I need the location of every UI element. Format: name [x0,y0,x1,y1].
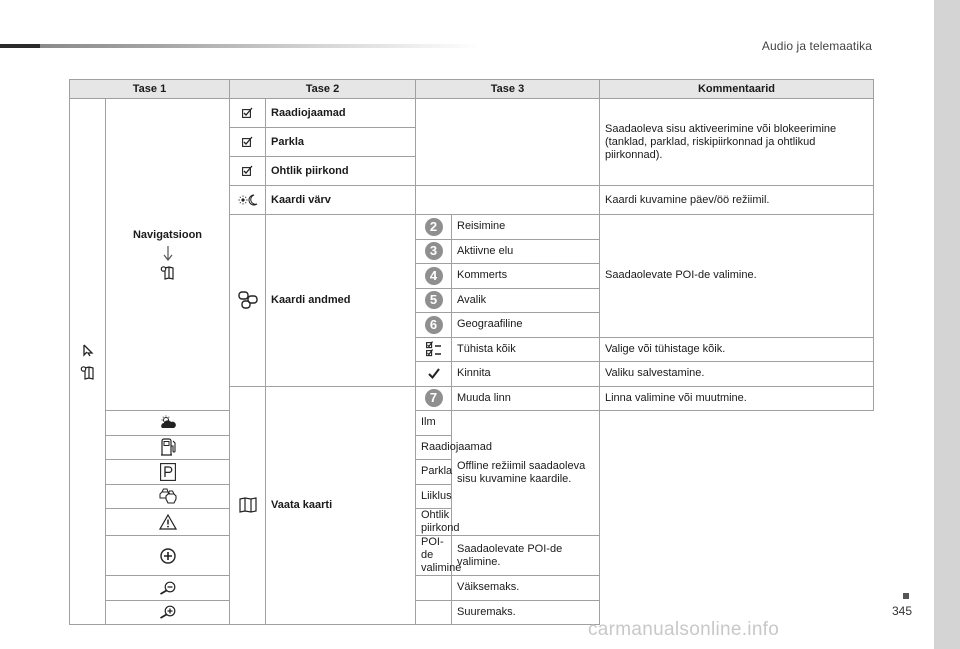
day-night-icon-cell [230,186,266,215]
level3-confirm: Kinnita [452,362,600,387]
level3-public: Avalik [452,288,600,313]
level3-empty-cell [416,576,452,601]
level2-navigation-cell [106,99,230,411]
weather-icon-cell [106,411,230,436]
map-settings-icon [160,265,176,281]
number-badge: 6 [425,316,443,334]
confirm-comment: Valiku salvestamine. [600,362,874,387]
traffic-car-icon [159,488,177,504]
level3-change-city: Muuda linn [452,386,600,411]
map-settings-icon [80,365,96,381]
parking-icon [160,463,176,481]
map-data-icon-cell [230,215,266,387]
level2-map-data: Kaardi andmed [266,215,416,387]
level3-empty-cell [416,186,600,215]
level3-commerce: Kommerts [452,264,600,289]
level3-radio-stations: Raadiojaamad [416,435,452,460]
table-row [70,576,874,601]
number-badge-cell [416,264,452,289]
checkbox-icon-cell [230,128,266,157]
number-badge: 4 [425,267,443,285]
level2-map-color: Kaardi värv [266,186,416,215]
level3-poi-select: POI-de valimine [416,536,452,576]
table-row [70,536,874,576]
number-badge: 7 [425,389,443,407]
poi-comment: Saadaolevate POI-de valimine. [600,215,874,338]
checkbox-icon [242,107,253,118]
level2-parking: Parkla [266,128,416,157]
level3-empty-cell [416,99,600,186]
warning-triangle-icon [159,514,177,530]
level3-weather: Ilm [416,411,452,436]
col-header-comments: Kommentaarid [600,80,874,99]
level2-radio-stations: Raadiojaamad [266,99,416,128]
col-header-level3: Tase 3 [416,80,600,99]
number-badge: 3 [425,242,443,260]
warning-icon-cell [106,509,230,536]
map-icon [239,497,257,513]
side-rail [934,0,960,649]
clear-all-icon [426,341,442,357]
level2-view-map: Vaata kaarti [266,386,416,625]
checkbox-icon [242,165,253,176]
traffic-car-icon-cell [106,484,230,509]
number-badge: 5 [425,291,443,309]
plus-circle-icon [160,548,176,564]
view-map-icon-cell [230,386,266,625]
checkmark-icon [428,368,440,379]
number-badge-cell [416,288,452,313]
level3-empty-cell [416,600,452,625]
weather-icon [158,415,178,431]
clear-all-comment: Valige või tühistage kõik. [600,337,874,362]
navigation-label: Navigatsioon [132,228,203,241]
chapter-title: Audio ja telemaatika [761,39,872,53]
level3-clear-all: Tühista kõik [452,337,600,362]
zoom-in-comment: Suuremaks. [452,600,600,625]
poi-select-comment: Saadaolevate POI-de valimine. [452,536,600,576]
level3-traffic: Liiklus [416,484,452,509]
parking-icon-cell [106,460,230,485]
level3-geographic: Geograafiline [452,313,600,338]
table-row [70,411,874,436]
number-badge-cell [416,239,452,264]
number-badge-cell [416,386,452,411]
level3-active-life: Aktiivne elu [452,239,600,264]
navigation-arrow-icon [81,343,95,357]
table-row [70,99,874,128]
number-badge-cell [416,313,452,338]
checkbox-icon [242,136,253,147]
level1-icon-cell [70,99,106,625]
level2-danger-zone: Ohtlik piirkond [266,157,416,186]
map-color-comment: Kaardi kuvamine päev/öö režiimil. [600,186,874,215]
table-header-row [70,80,874,99]
offline-comment: Offline režiimil saadaoleva sisu kuvamine kaardile. [452,411,600,536]
page-number: 345 [892,604,913,618]
fuel-pump-icon [160,438,176,456]
zoom-in-icon-cell [106,600,230,625]
menu-table [69,79,874,625]
zoom-out-icon-cell [106,576,230,601]
change-city-comment: Linna valimine või muutmine. [600,386,874,411]
level3-danger-zone: Ohtlik piirkond [416,509,452,536]
checkbox-icon-cell [230,99,266,128]
watermark: carmanualsonline.info [588,619,780,640]
poi-select-icon-cell [106,536,230,576]
zoom-out-icon [159,581,177,595]
number-badge: 2 [425,218,443,236]
level3-parking: Parkla [416,460,452,485]
clear-all-icon-cell [416,337,452,362]
col-header-level2: Tase 2 [230,80,416,99]
col-header-level1: Tase 1 [70,80,230,99]
fuel-pump-icon-cell [106,435,230,460]
map-content-comment: Saadaoleva sisu aktiveerimine või blokeerimine (tanklad, parklad, riskipiirkonnad ja ohtlikud piirkonnad). [600,99,874,186]
map-data-icon [238,291,258,309]
checkmark-icon-cell [416,362,452,387]
checkbox-icon-cell [230,157,266,186]
day-night-icon [238,194,258,206]
header-gradient-bar [0,44,480,48]
zoom-out-comment: Väiksemaks. [452,576,600,601]
page-marker [903,593,909,599]
number-badge-cell [416,215,452,240]
level3-travel: Reisimine [452,215,600,240]
zoom-in-icon [159,605,177,619]
arrow-down-icon [163,246,173,262]
